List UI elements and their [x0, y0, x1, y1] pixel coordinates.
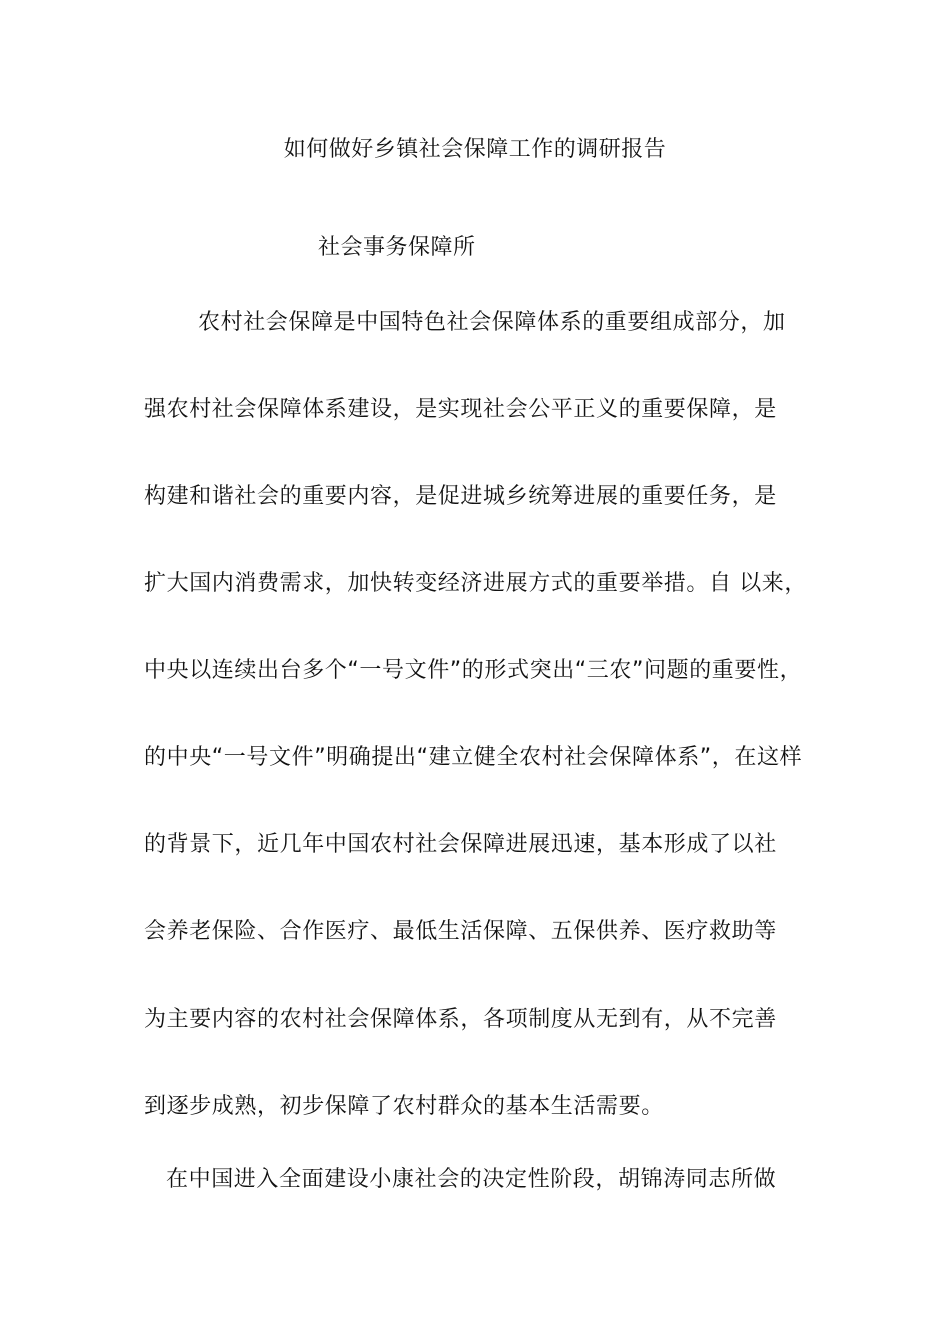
body-line-2: 强农村社会保障体系建设，是实现社会公平正义的重要保障，是: [144, 397, 777, 422]
body-line-3: 构建和谐社会的重要内容，是促进城乡统筹进展的重要任务，是: [144, 484, 777, 509]
body-line-9: 为主要内容的农村社会保障体系，各项制度从无到有，从不完善: [144, 1007, 777, 1032]
body-line-10: 到逐步成熟，初步保障了农村群众的基本生活需要。: [144, 1094, 664, 1119]
body-line-7: 的背景下，近几年中国农村社会保障进展迅速，基本形成了以社: [144, 832, 777, 857]
body-line-4: 扩大国内消费需求，加快转变经济进展方式的重要举措。自 以来，: [144, 571, 807, 596]
document-title: 如何做好乡镇社会保障工作的调研报告: [283, 137, 667, 162]
body-line-8: 会养老保险、合作医疗、最低生活保障、五保供养、医疗救助等: [144, 919, 777, 944]
body-line-11: 在中国进入全面建设小康社会的决定性阶段，胡锦涛同志所做: [166, 1167, 777, 1192]
body-line-6: 的中央“一号文件”明确提出“建立健全农村社会保障体系”，在这样: [144, 745, 803, 770]
document-author: 社会事务保障所: [318, 235, 476, 260]
body-line-5: 中央以连续出台多个“一号文件”的形式突出“三农”问题的重要性，: [144, 658, 803, 683]
body-line-1: 农村社会保障是中国特色社会保障体系的重要组成部分，加: [198, 310, 786, 335]
